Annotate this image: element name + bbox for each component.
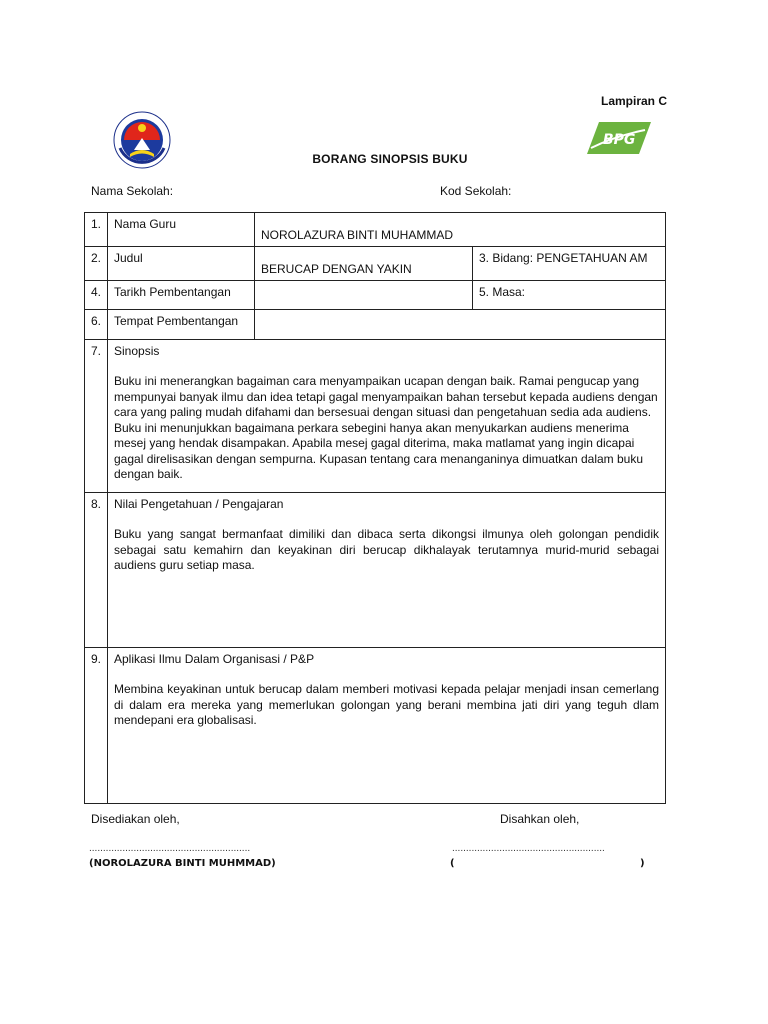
prepared-by-label: Disediakan oleh, bbox=[91, 812, 180, 826]
tarikh-value[interactable] bbox=[255, 281, 473, 310]
table-row-judul bbox=[85, 247, 666, 281]
row-number: 9. bbox=[85, 648, 108, 804]
verified-signature-line[interactable]: ....................................................... bbox=[452, 843, 605, 854]
row-number: 4. bbox=[85, 281, 108, 310]
table-row-tarikh bbox=[85, 281, 666, 310]
sinopsis-cell[interactable] bbox=[108, 340, 666, 493]
bpg-logo-text: BPG bbox=[603, 132, 636, 148]
nama-sekolah-label: Nama Sekolah: bbox=[91, 184, 174, 198]
lampiran-label: Lampiran C bbox=[601, 94, 668, 108]
table-row-aplikasi bbox=[85, 648, 666, 804]
sinopsis-text: Buku ini menerangkan bagaiman cara menyampaikan ucapan dengan baik. Ramai pengucap yang mempunyai banyak ilmu dan idea tetapi gagal menyampaikan bahan tersebut kepada audiens dengan cara yang paling mudah difahami dan bersesuai dengan situasi dan pengetahuan sedia ada audiens. Buku ini menunjukkan bagaimana perkara sebegini hanya akan menyukarkan audiens menerima mesej yang hendak disampakan. Apabila mesej gagal diterima, maka matlamat yang ingin dicapai gagal direlisasikan dengan sempurna. Kupasan tentang cara menanganinya dimuatkan dalam buku dengan baik. bbox=[114, 374, 658, 481]
table-row-nilai bbox=[85, 493, 666, 648]
aplikasi-label: Aplikasi Ilmu Dalam Organisasi / P&P bbox=[114, 652, 315, 666]
nilai-cell[interactable] bbox=[108, 493, 666, 648]
row-number: 1. bbox=[85, 213, 108, 247]
kod-sekolah-label: Kod Sekolah: bbox=[440, 184, 512, 198]
prepared-signature-line[interactable]: .......................................................... bbox=[89, 843, 251, 854]
row-number: 6. bbox=[85, 310, 108, 340]
bidang-field[interactable]: 3. Bidang: PENGETAHUAN AM bbox=[473, 247, 666, 281]
row-number: 7. bbox=[85, 340, 108, 493]
nama-guru-value[interactable]: NOROLAZURA BINTI MUHAMMAD bbox=[255, 213, 666, 247]
row-number: 2. bbox=[85, 247, 108, 281]
nilai-label: Nilai Pengetahuan / Pengajaran bbox=[114, 497, 284, 511]
verified-name-open-paren: ( bbox=[450, 858, 455, 869]
aplikasi-cell[interactable] bbox=[108, 648, 666, 804]
table-row-nama-guru bbox=[85, 213, 666, 247]
judul-label: Judul bbox=[108, 247, 255, 281]
verified-by-label: Disahkan oleh, bbox=[500, 812, 580, 826]
nama-guru-label: Nama Guru bbox=[108, 213, 255, 247]
tarikh-label: Tarikh Pembentangan bbox=[108, 281, 255, 310]
masa-field[interactable]: 5. Masa: bbox=[473, 281, 666, 310]
judul-value[interactable]: BERUCAP DENGAN YAKIN bbox=[255, 247, 473, 281]
synopsis-form-table bbox=[84, 212, 666, 804]
tempat-label: Tempat Pembentangan bbox=[108, 310, 255, 340]
table-row-tempat bbox=[85, 310, 666, 340]
table-row-sinopsis bbox=[85, 340, 666, 493]
aplikasi-text: Membina keyakinan untuk berucap dalam memberi motivasi kepada pelajar menjadi insan cemerlang di dalam era mereka yang memerlukan golongan yang berani membina jati diri yang teguh dlam mendepani era globalisasi. bbox=[114, 682, 659, 727]
tempat-value[interactable] bbox=[255, 310, 666, 340]
prepared-by-name: (NOROLAZURA BINTI MUHMMAD) bbox=[89, 858, 276, 869]
row-number: 8. bbox=[85, 493, 108, 648]
verified-name-close-paren: ) bbox=[640, 858, 645, 869]
nilai-text: Buku yang sangat bermanfaat dimiliki dan dibaca serta dikongsi ilmunya oleh golongan pendidik sebagai satu kemahirn dan keyakinan diri berucap dikhalayak terutamnya murid-murid sebagai audiens guru setiap masa. bbox=[114, 527, 659, 572]
sinopsis-label: Sinopsis bbox=[114, 344, 160, 358]
form-title: BORANG SINOPSIS BUKU bbox=[312, 152, 468, 166]
